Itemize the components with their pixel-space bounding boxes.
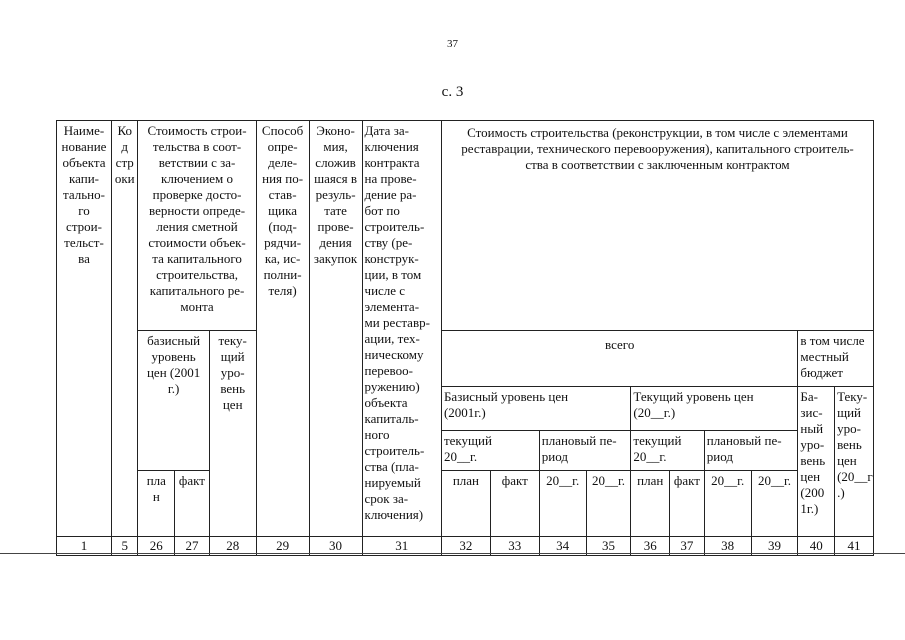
header-year2-a: 20__г.	[586, 471, 631, 537]
header-current-year-b: текущий 20__г.	[631, 431, 704, 471]
column-number: 38	[704, 537, 751, 556]
header-plan-a: план	[441, 471, 490, 537]
header-fact-a: факт	[490, 471, 539, 537]
page-number: 37	[447, 38, 458, 50]
header-current-year-a: текущий 20__г.	[441, 431, 539, 471]
header-supplier-method: Способ опре- деле- ния по- став- щика (под- рядчи- ка, ис- полни- теля)	[256, 121, 309, 537]
column-number: 5	[112, 537, 138, 556]
column-number: 30	[309, 537, 362, 556]
column-number: 37	[670, 537, 705, 556]
header-total: всего	[441, 331, 797, 387]
header-local-current-level: Теку- щий уро- вень цен (20__г .)	[835, 387, 874, 537]
column-number: 35	[586, 537, 631, 556]
column-number: 27	[175, 537, 210, 556]
column-number: 34	[539, 537, 586, 556]
header-local-base-level: Ба- зис- ный уро- вень цен (200 1г.)	[798, 387, 835, 537]
column-number: 1	[57, 537, 112, 556]
column-number: 29	[256, 537, 309, 556]
column-number: 28	[209, 537, 256, 556]
column-number: 26	[138, 537, 175, 556]
header-fact-b: факт	[670, 471, 705, 537]
header-cost-verified: Стоимость строи- тельства в соот- ветствии с за- ключением о проверке досто- верности опреде- ления сметной стоимости объек- та капитального строительства, капитального ре- монта	[138, 121, 256, 331]
column-number: 36	[631, 537, 670, 556]
header-object-name: Наиме- нование объекта капи- тально- го строи- тельст- ва	[57, 121, 112, 537]
header-base-price-level: базисный уровень цен (2001 г.)	[138, 331, 209, 471]
header-current-price-level: теку- щий уро- вень цен	[209, 331, 256, 537]
header-year1-a: 20__г.	[539, 471, 586, 537]
header-local-budget: в том числе местный бюджет	[798, 331, 874, 387]
header-fact: факт	[175, 471, 210, 537]
sheet-label: с. 3	[441, 84, 464, 100]
header-current-level-20: Текущий уровень цен (20__г.)	[631, 387, 798, 431]
page-rule-line	[0, 553, 905, 554]
column-number: 32	[441, 537, 490, 556]
header-contract-cost: Стоимость строительства (реконструкции, в том числе с элементами реставрации, технического перевооружения), капитального строитель- ства в соответствии с заключенным контрактом	[441, 121, 873, 331]
header-year1-b: 20__г.	[704, 471, 751, 537]
header-plan: пла н	[138, 471, 175, 537]
header-plan-period-b: плановый пе- риод	[704, 431, 798, 471]
report-form-table	[56, 120, 874, 556]
header-plan-period-a: плановый пе- риод	[539, 431, 631, 471]
header-year2-b: 20__г.	[751, 471, 798, 537]
header-contract-date: Дата за- ключения контракта на прове- дение ра- бот по строитель- ству (ре- конструк- ции, в том числе с элемента- ми реставр- ации, тех- ническому перевоо- ружению) объекта капиталь- ного строитель- ства (пла- нируемый срок за- ключения)	[362, 121, 441, 537]
header-base-level-2001: Базисный уровень цен (2001г.)	[441, 387, 630, 431]
header-plan-b: план	[631, 471, 670, 537]
column-number: 31	[362, 537, 441, 556]
column-number: 39	[751, 537, 798, 556]
header-savings: Эконо- мия, сложив шаяся в резуль- тате прове- дения закупок	[309, 121, 362, 537]
header-row-code: Ко д стр оки	[112, 121, 138, 537]
column-number: 41	[835, 537, 874, 556]
column-number: 40	[798, 537, 835, 556]
column-number: 33	[490, 537, 539, 556]
